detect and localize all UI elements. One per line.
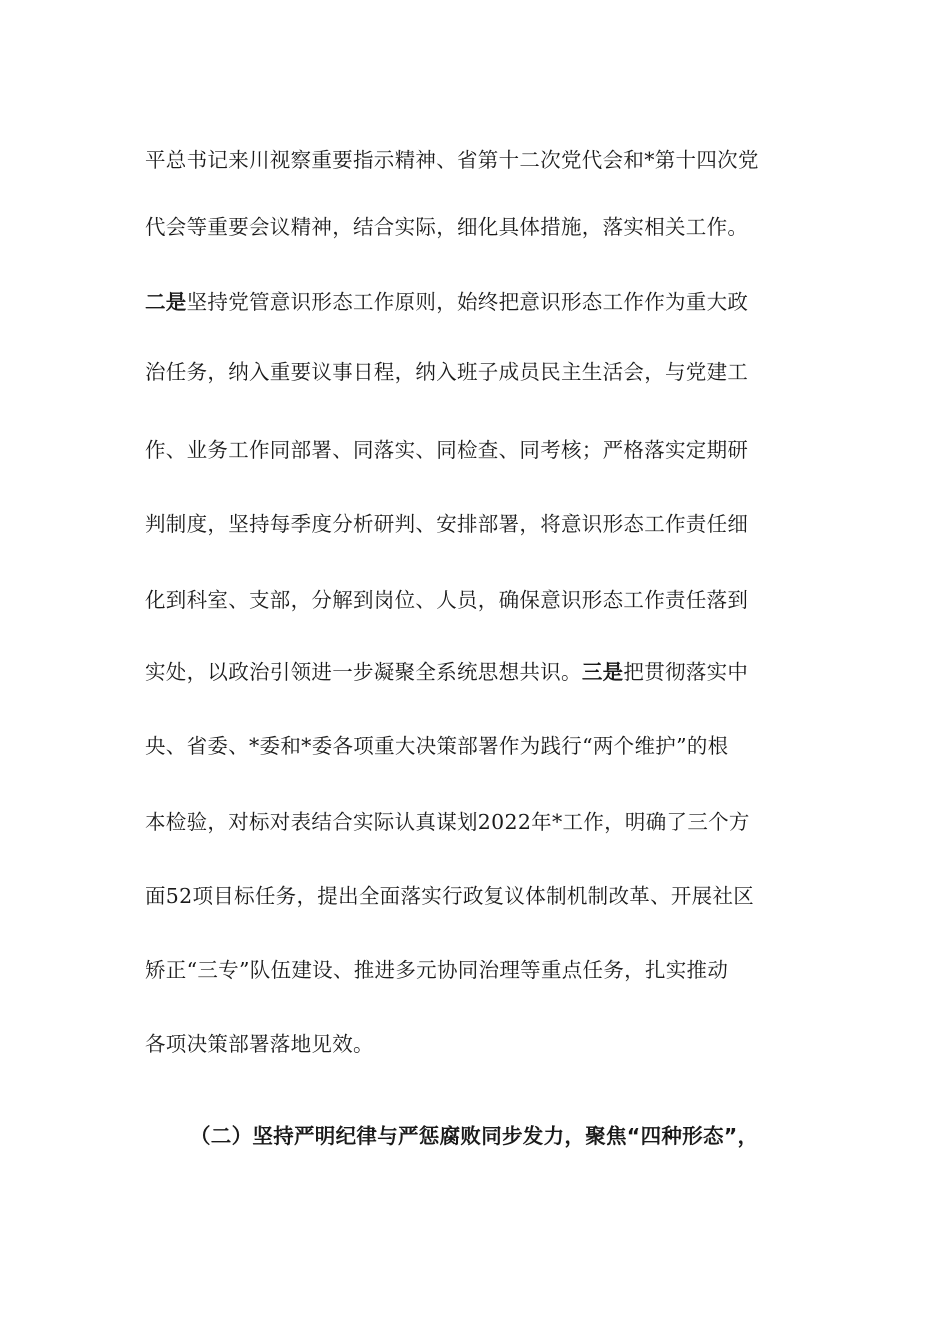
line-text: 各项决策部署落地见效。 <box>145 1032 374 1056</box>
text-line <box>145 143 815 177</box>
line-text: 化到科室、支部，分解到岗位、人员，确保意识形态工作责任落到 <box>145 588 749 612</box>
line-text: 本检验，对标对表结合实际认真谋划2022年*工作，明确了三个方 <box>145 810 750 834</box>
text-line <box>145 1027 815 1061</box>
line-text: 央、省委、*委和*委各项重大决策部署作为践行“两个维护”的根 <box>145 734 729 758</box>
text-line <box>145 879 815 913</box>
text-line <box>145 507 815 541</box>
line-text: 代会等重要会议精神，结合实际，细化具体措施，落实相关工作。 <box>145 215 749 239</box>
text-line <box>145 285 815 319</box>
text-line <box>145 805 815 839</box>
bold-lead-text: 二是 <box>145 290 187 314</box>
line-text: 坚持党管意识形态工作原则，始终把意识形态工作作为重大政 <box>186 290 749 314</box>
line-text: 矫正“三专”队伍建设、推进多元协同治理等重点任务，扎实推动 <box>145 958 729 982</box>
section-heading: （二）坚持严明纪律与严惩腐败同步发力，聚焦“四种形态”， <box>190 1124 759 1148</box>
line-text: 实处，以政治引领进一步凝聚全系统思想共识。 <box>145 660 582 684</box>
line-text: 面52项目标任务，提出全面落实行政复议体制机制改革、开展社区 <box>145 884 755 908</box>
text-line <box>145 655 815 689</box>
text-line <box>145 729 815 763</box>
line-text: 把贯彻落实中 <box>623 660 749 684</box>
line-text: 平总书记来川视察重要指示精神、省第十二次党代会和*第十四次党 <box>145 148 759 172</box>
bold-lead-text: 三是 <box>581 660 624 684</box>
text-line <box>145 583 815 617</box>
line-text: 作、业务工作同部署、同落实、同检查、同考核；严格落实定期研 <box>145 438 749 462</box>
line-text: 判制度，坚持每季度分析研判、安排部署，将意识形态工作责任细 <box>145 512 749 536</box>
text-line <box>145 953 815 987</box>
text-line <box>145 210 815 244</box>
line-text: 治任务，纳入重要议事日程，纳入班子成员民主生活会，与党建工 <box>145 360 749 384</box>
text-line <box>145 433 815 467</box>
text-line <box>145 355 815 389</box>
